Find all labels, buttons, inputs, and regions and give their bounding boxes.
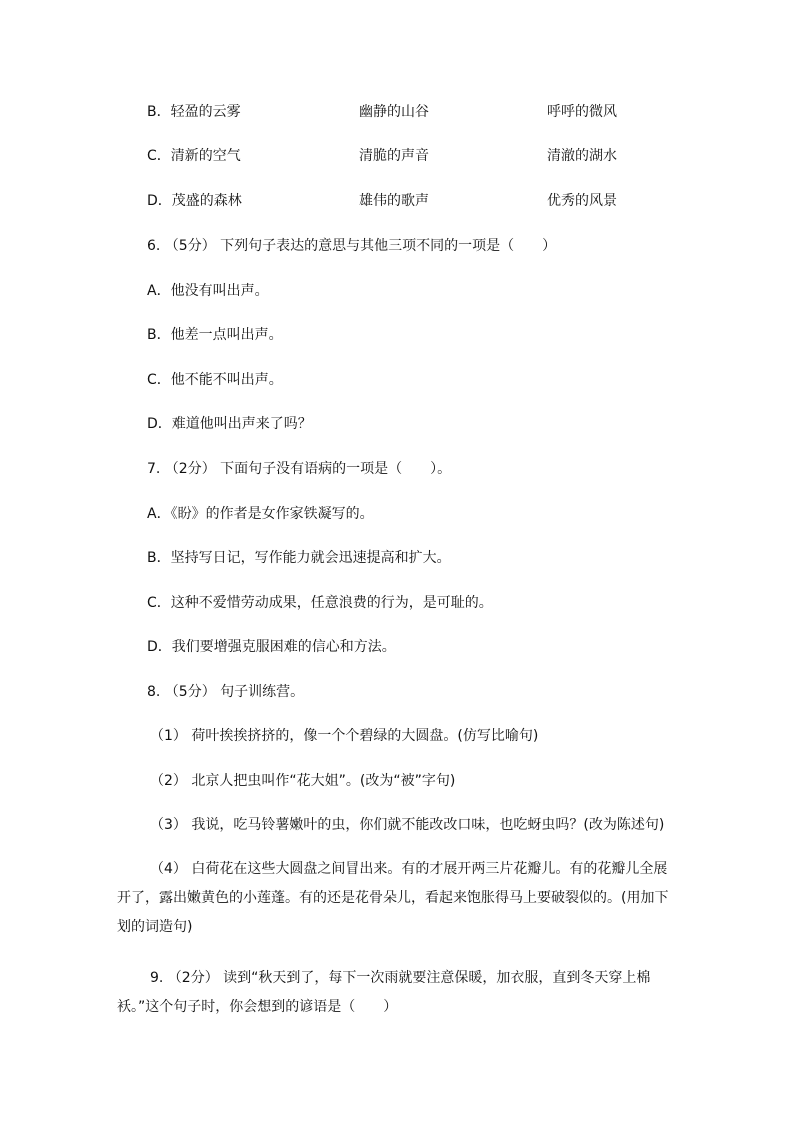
q8-stem: 8. （5分） 句子训练营。 xyxy=(147,684,305,700)
q6-option-a: A．他没有叫出声。 xyxy=(147,283,269,299)
q7-option-b: B．坚持写日记，写作能力就会迅速提高和扩大。 xyxy=(147,550,451,566)
q5-option-c-mid: 清脆的声音 xyxy=(359,148,429,164)
q7-stem: 7. （2分） 下面句子没有语病的一项是（ ）。 xyxy=(147,461,452,477)
q8-item-4: （4） 白荷花在这些大圆盘之间冒出来。有的才展开两三片花瓣儿。有的花瓣儿全展开了，露出嫩黄色的小莲蓬。有的还是花骨朵儿，看起来饱胀得马上要破裂似的。(用加下划的词造句) xyxy=(117,861,669,935)
q7-option-c: C．这种不爱惜劳动成果，任意浪费的行为，是可耻的。 xyxy=(147,595,493,611)
q8-item-2: （2） 北京人把虫叫作“花大姐”。(改为“被”字句) xyxy=(150,773,456,789)
q8-item-1: （1） 荷叶挨挨挤挤的，像一个个碧绿的大圆盘。(仿写比喻句) xyxy=(150,728,539,744)
q8-item-3: （3） 我说，吃马铃薯嫩叶的虫，你们就不能改改口味，也吃蚜虫吗？(改为陈述句) xyxy=(150,817,665,833)
q5-option-c-label: C．清新的空气 xyxy=(147,148,241,164)
q6-option-d: D．难道他叫出声来了吗？ xyxy=(147,416,312,432)
q5-option-c-right: 清澈的湖水 xyxy=(547,148,617,164)
q5-option-d-right: 优秀的风景 xyxy=(547,193,617,209)
q7-option-d: D．我们要增强克服困难的信心和方法。 xyxy=(147,639,396,655)
q5-option-b-right: 呼呼的微风 xyxy=(547,104,617,120)
q6-option-c: C．他不能不叫出声。 xyxy=(147,372,283,388)
q5-option-d-label: D．茂盛的森林 xyxy=(147,193,242,209)
q5-option-d-mid: 雄伟的歌声 xyxy=(359,193,429,209)
q9-stem: 9. （2分） 读到“秋天到了，每下一次雨就要注意保暖，加衣服，直到冬天穿上棉袄。”这个句子时，你会想到的谚语是（ ） xyxy=(117,970,651,1015)
q6-stem: 6. （5分） 下列句子表达的意思与其他三项不同的一项是（ ） xyxy=(147,238,557,254)
q6-option-b: B．他差一点叫出声。 xyxy=(147,327,283,343)
q7-option-a: A．《盼》的作者是女作家铁凝写的。 xyxy=(147,506,374,522)
q5-option-b-mid: 幽静的山谷 xyxy=(359,104,429,120)
q5-option-b-label: B．轻盈的云雾 xyxy=(147,104,241,120)
